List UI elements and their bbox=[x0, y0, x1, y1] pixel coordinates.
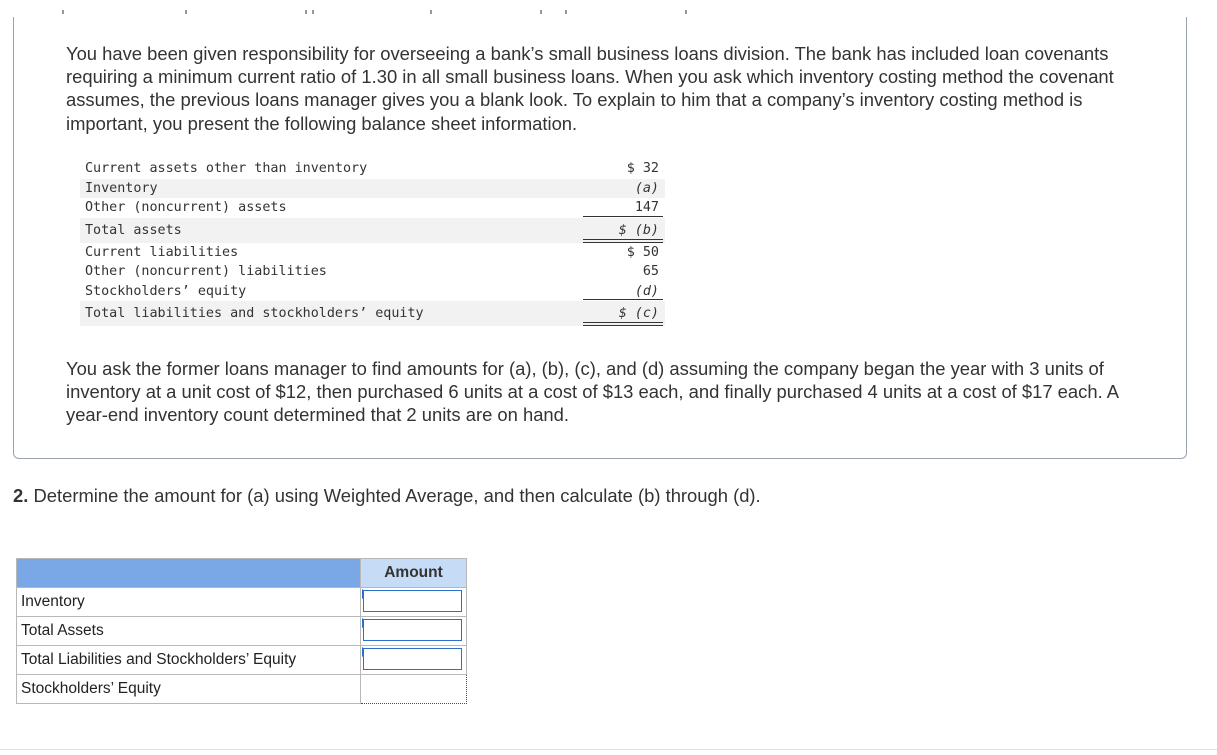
balance-sheet-value: 65 bbox=[642, 264, 659, 279]
footer-divider bbox=[0, 749, 1217, 750]
header-label-cell bbox=[17, 559, 361, 588]
balance-sheet-value bbox=[579, 218, 659, 243]
answer-cell bbox=[361, 617, 467, 646]
balance-sheet-value-text: $ (c) bbox=[618, 306, 659, 321]
balance-sheet-row bbox=[80, 262, 665, 282]
balance-sheet-label: Total liabilities and stockholders’ equity bbox=[85, 306, 424, 321]
balance-sheet-value: $ 50 bbox=[626, 244, 659, 260]
balance-sheet-label: Inventory bbox=[85, 180, 158, 196]
question-prompt bbox=[13, 484, 1163, 507]
intro-paragraph: You have been given responsibility for overseeing a bank’s small business loans division. The bank has included loan covenants requiring a minimum current ratio of 1.30 in all small business loans. When you ask which inventory costing method the covenant assumes, the previous loans manager gives you a blank look. To explain to him that a company’s inventory costing method is important, you present the following balance sheet information. bbox=[66, 43, 1114, 134]
balance-sheet-value: $ 32 bbox=[626, 161, 659, 176]
total-liabilities-equity-amount-input[interactable] bbox=[363, 648, 462, 670]
balance-sheet-value-text: (d) bbox=[634, 283, 659, 299]
header-amount-cell: Amount bbox=[361, 559, 467, 588]
balance-sheet-row bbox=[80, 179, 665, 199]
answer-row-label: Stockholders’ Equity bbox=[17, 675, 361, 704]
balance-sheet-label: Current liabilities bbox=[85, 244, 239, 260]
answer-row-inventory bbox=[17, 588, 467, 617]
question-number: 2. bbox=[13, 485, 29, 506]
balance-sheet-label: Current assets other than inventory bbox=[85, 161, 368, 176]
answer-row-total-liabilities-equity bbox=[17, 646, 467, 675]
total-assets-amount-input[interactable] bbox=[363, 619, 462, 641]
answer-row-label: Inventory bbox=[17, 588, 361, 617]
stockholders-equity-amount-cell[interactable] bbox=[361, 675, 467, 704]
balance-sheet-row bbox=[80, 198, 665, 218]
inventory-amount-input[interactable] bbox=[363, 590, 462, 612]
answer-row-label: Total Assets bbox=[17, 617, 361, 646]
balance-sheet-value: 147 bbox=[579, 198, 659, 218]
balance-sheet-label: Other (noncurrent) liabilities bbox=[85, 264, 327, 279]
balance-sheet-row bbox=[80, 301, 665, 326]
answer-cell bbox=[361, 646, 467, 675]
balance-sheet-value-text: $ (b) bbox=[618, 222, 659, 238]
balance-sheet-value-text: (a) bbox=[634, 180, 659, 196]
answer-row-label: Total Liabilities and Stockholders’ Equity bbox=[17, 646, 361, 675]
balance-sheet-value bbox=[579, 179, 659, 199]
balance-sheet-table bbox=[80, 159, 665, 326]
balance-sheet-label: Total assets bbox=[85, 222, 182, 238]
question-text: Determine the amount for (a) using Weighted Average, and then calculate (b) through (d). bbox=[33, 485, 761, 506]
answer-row-total-assets bbox=[17, 617, 467, 646]
answer-row-stockholders-equity bbox=[17, 675, 467, 704]
balance-sheet-value bbox=[579, 282, 659, 302]
balance-sheet-row bbox=[80, 243, 665, 263]
balance-sheet-row bbox=[80, 218, 665, 243]
answer-table bbox=[16, 558, 467, 704]
balance-sheet-row bbox=[80, 282, 665, 302]
scenario-paragraph: You ask the former loans manager to find amounts for (a), (b), (c), and (d) assuming the company began the year with 3 units of inventory at a unit cost of $12, then purchased 6 units at a cost of $13 each, and finally purchased 4 units at a cost of $17 each. A year-end inventory count determined that 2 units are on hand. bbox=[66, 358, 1119, 426]
balance-sheet-row bbox=[80, 159, 665, 179]
answer-cell bbox=[361, 588, 467, 617]
answer-table-header bbox=[17, 559, 467, 588]
balance-sheet-label: Stockholders’ equity bbox=[85, 283, 247, 299]
balance-sheet-label: Other (noncurrent) assets bbox=[85, 200, 287, 215]
balance-sheet-value bbox=[579, 301, 659, 326]
